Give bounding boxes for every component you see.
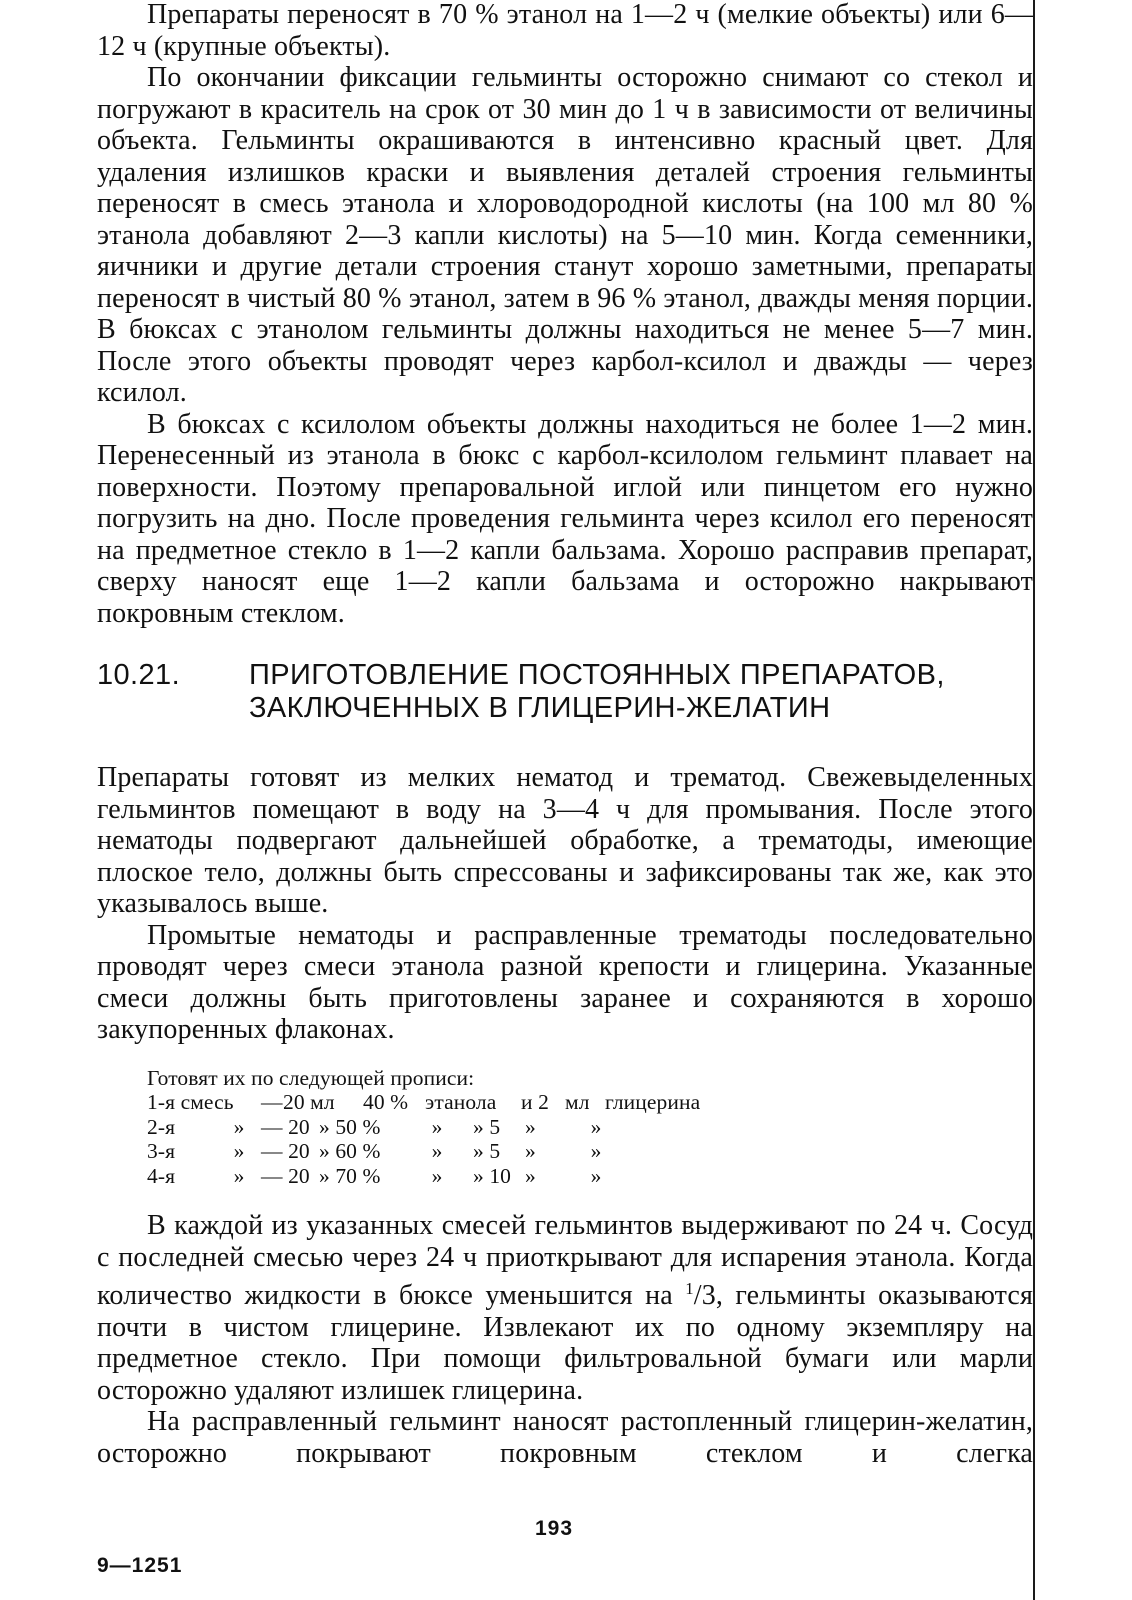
recipe-cell: » — [431, 1114, 443, 1139]
paragraph-staining: По окончании фиксации гельминты осторожно снимают со стекол и погружают в краситель на срок от 30 мин до 1 ч в зависимости от величины объекта. Гельминты окрашиваются в интенсивно красный цвет. Для удаления излишков краски и выявления деталей строения гельминты переносят в смесь этанола и хлороводородной кислоты (на 100 мл 80 % этанола добавляют 2—3 капли кислоты) на 5—10 мин. Когда семенники, яичники и другие детали строения станут хорошо заметными, препараты переносят в чистый 80 % этанол, затем в 96 % этанол, дважды меняя порции. В бюксах с этанолом гельминты должны находиться не менее 5—7 мин. После этого объекты проводят через карбол-ксилол и дважды — через ксилол. — [97, 62, 1033, 408]
paragraph-text: , гельминты оказываются почти в чистом глицерине. Извлекают их по одному экземпляру на предметное стекло. При помощи фильтровальной бумаги или марли осторожно удаляют излишек глицерина. — [97, 1280, 1033, 1406]
recipe-row — [147, 1090, 1033, 1115]
recipe-row — [147, 1164, 1033, 1189]
recipe-cell: » — [525, 1139, 536, 1163]
recipe-cell: глицерина — [605, 1090, 701, 1114]
text-column — [97, 0, 1033, 1469]
recipe-cell: и 2 — [521, 1090, 549, 1114]
recipe-cell: 4-я — [147, 1163, 176, 1188]
recipe-cell: » — [431, 1163, 443, 1188]
recipe-cell: — — [261, 1090, 283, 1114]
section-number: 10.21. — [97, 659, 181, 691]
recipe-cell: » — [590, 1163, 602, 1188]
paragraph-mixtures: Промытые нематоды и расправленные трематоды последовательно проводят через смеси этанола разной крепости и глицерина. Указанные смеси должны быть приготовлены заранее и сохраняются в хорошо закупоренных флаконах. — [97, 919, 1033, 1045]
recipe-cell: » 5 — [473, 1139, 501, 1163]
recipe-row — [147, 1139, 1033, 1164]
section-title — [249, 659, 1033, 725]
fraction-denominator: /3 — [693, 1280, 716, 1312]
recipe-cell: » — [590, 1139, 602, 1163]
recipe-cell: 1-я смесь — [147, 1090, 234, 1114]
paragraph-text: В каждой из указанных смесей гельминтов выдерживают по 24 ч. Сосуд с последней смесью через 24 ч приоткрывают для испарения этанола. Когда количество жидкости в бюксе уменьшится на — [97, 1210, 1033, 1312]
paragraph-preparation: Препараты готовят из мелких нематод и трематод. Свежевыделенных гельминтов помещают в воду на 3—4 ч для промывания. После этого нематоды подвергают дальнейшей обработке, а трематоды, имеющие плоское тело, должны быть спрессованы и зафиксированы так же, как это указывалось выше. — [97, 762, 1033, 919]
recipe-cell: » — [431, 1139, 443, 1163]
recipe-cell: 20 мл — [283, 1090, 335, 1114]
printer-signature: 9—1251 — [97, 1554, 183, 1577]
recipe-intro: Готовят их по следующей прописи: — [147, 1065, 475, 1090]
recipe-cell: » 10 — [473, 1163, 512, 1188]
recipe-cell: » — [590, 1114, 602, 1139]
recipe-table — [147, 1066, 1033, 1189]
recipe-cell: 2-я — [147, 1114, 176, 1139]
recipe-cell: — 20 — [261, 1114, 310, 1139]
recipe-cell: » 70 % — [319, 1163, 381, 1188]
recipe-cell: » 5 — [473, 1114, 501, 1139]
section-title-line-2: ЗАКЛЮЧЕННЫХ В ГЛИЦЕРИН-ЖЕЛАТИН — [249, 692, 831, 724]
recipe-cell: 40 % — [363, 1090, 409, 1114]
recipe-cell: » — [233, 1114, 245, 1139]
recipe-cell: » — [233, 1139, 245, 1163]
paragraph-gelatin: На расправленный гельминт наносят растопленный глицерин-желатин, осторожно покрывают покровным стеклом и слегка — [97, 1406, 1033, 1469]
recipe-cell: этанола — [425, 1090, 497, 1114]
recipe-cell: » 60 % — [319, 1139, 381, 1163]
section-title-line-1: ПРИГОТОВЛЕНИЕ ПОСТОЯННЫХ ПРЕПАРАТОВ, — [249, 659, 945, 691]
fraction-numerator: 1 — [685, 1279, 694, 1298]
recipe-row — [147, 1115, 1033, 1140]
paragraph-xylol-balsam: В бюксах с ксилолом объекты должны находиться не более 1—2 мин. Перенесенный из этанола в бюкс с карбол-ксилолом гельминт плавает на поверхности. Поэтому препаровальной иглой или пинцетом его нужно погрузить на дно. После проведения гельминта через ксилол его переносят на предметное стекло в 1—2 капли бальзама. Хорошо расправив препарат, сверху наносят еще 1—2 капли бальзама и осторожно накрывают покровным стеклом. — [97, 408, 1033, 629]
page-number: 193 — [535, 1517, 574, 1540]
recipe-cell: » — [525, 1163, 536, 1188]
paragraph-transfer-ethanol: Препараты переносят в 70 % этанол на 1—2 ч (мелкие объекты) или 6—12 ч (крупные объекты). — [97, 0, 1033, 62]
recipe-cell: » — [233, 1163, 245, 1188]
section-heading — [97, 659, 1033, 725]
paragraph-holding-time — [97, 1210, 1033, 1406]
scan-edge-line — [1033, 0, 1035, 1600]
recipe-cell: — 20 — [261, 1139, 310, 1163]
recipe-cell: » 50 % — [319, 1114, 381, 1139]
recipe-cell: мл — [565, 1090, 590, 1114]
recipe-cell: — 20 — [261, 1163, 310, 1188]
recipe-cell: » — [525, 1114, 536, 1139]
recipe-cell: 3-я — [147, 1139, 176, 1163]
